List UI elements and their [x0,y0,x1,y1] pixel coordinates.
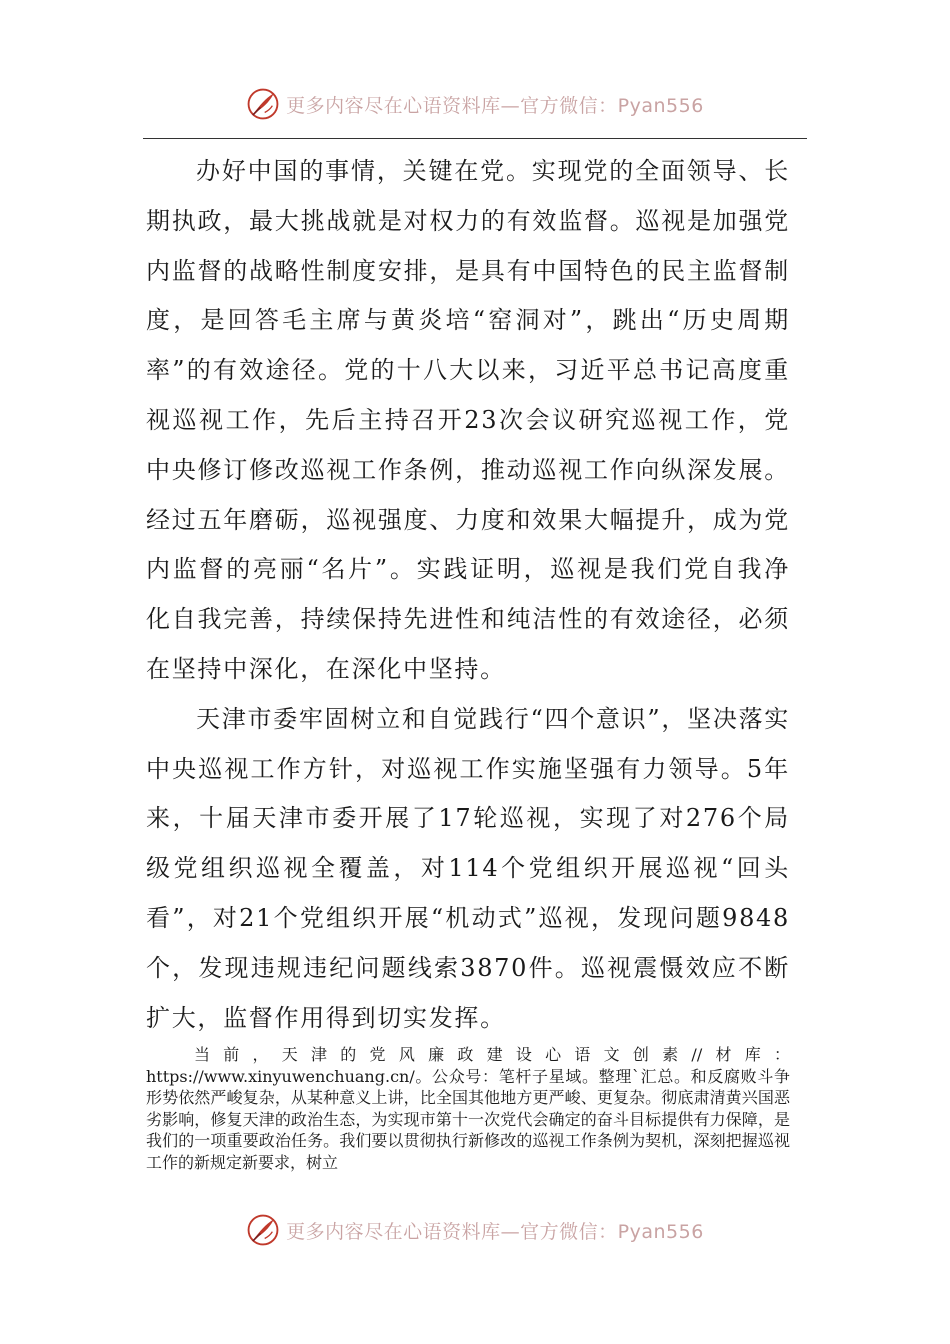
watermark-text-cn: 更多内容尽在心语资料库—官方微信： [286,1220,618,1243]
header-watermark [0,84,950,124]
quill-logo-icon [246,87,280,121]
footer-watermark [0,1210,950,1250]
document-body [146,147,790,1043]
header-divider [143,138,807,139]
watermark-text-cn: 更多内容尽在心语资料库—官方微信： [286,94,618,117]
watermark-text [286,91,704,118]
paragraph-2: 天津市委牢固树立和自觉践行“四个意识”，坚决落实中央巡视工作方针，对巡视工作实施坚强有力领导。5年来，十届天津市委开展了17轮巡视，实现了对276个局级党组织巡视全覆盖，对114个党组织开展巡视“回头看”，对21个党组织开展“机动式”巡视，发现问题9848个，发现违规违纪问题线索3870件。巡视震慑效应不断扩大，监督作用得到切实发挥。 [146,704,790,1032]
quill-logo-icon [246,1213,280,1247]
watermark-wechat-id: Pyan556 [617,94,704,117]
paragraph-1: 办好中国的事情，关键在党。实现党的全面领导、长期执政，最大挑战就是对权力的有效监督。巡视是加强党内监督的战略性制度安排，是具有中国特色的民主监督制度，是回答毛主席与黄炎培“窑洞对”，跳出“历史周期率”的有效途径。党的十八大以来，习近平总书记高度重视巡视工作，先后主持召开23次会议研究巡视工作，党中央修订修改巡视工作条例，推动巡视工作向纵深发展。经过五年磨砺，巡视强度、力度和效果大幅提升，成为党内监督的亮丽“名片”。实践证明，巡视是我们党自我净化自我完善，持续保持先进性和纯洁性的有效途径，必须在坚持中深化，在深化中坚持。 [146,157,790,683]
paragraph-3-small: 当前，天津的党风廉政建设心语文创素//材库：https://www.xinyuwenchuang.cn/。公众号：笔杆子星域。整理`汇总。和反腐败斗争形势依然严峻复杂，从某种意义上讲，比全国其他地方更严峻、更复杂。彻底肃清黄兴国恶劣影响，修复天津的政治生态，为实现市第十一次党代会确定的奋斗目标提供有力保障，是我们的一项重要政治任务。我们要以贯彻执行新修改的巡视工作条例为契机，深刻把握巡视工作的新规定新要求，树立 [146,1045,790,1172]
watermark-wechat-id: Pyan556 [617,1220,704,1243]
watermark-text [286,1217,704,1244]
